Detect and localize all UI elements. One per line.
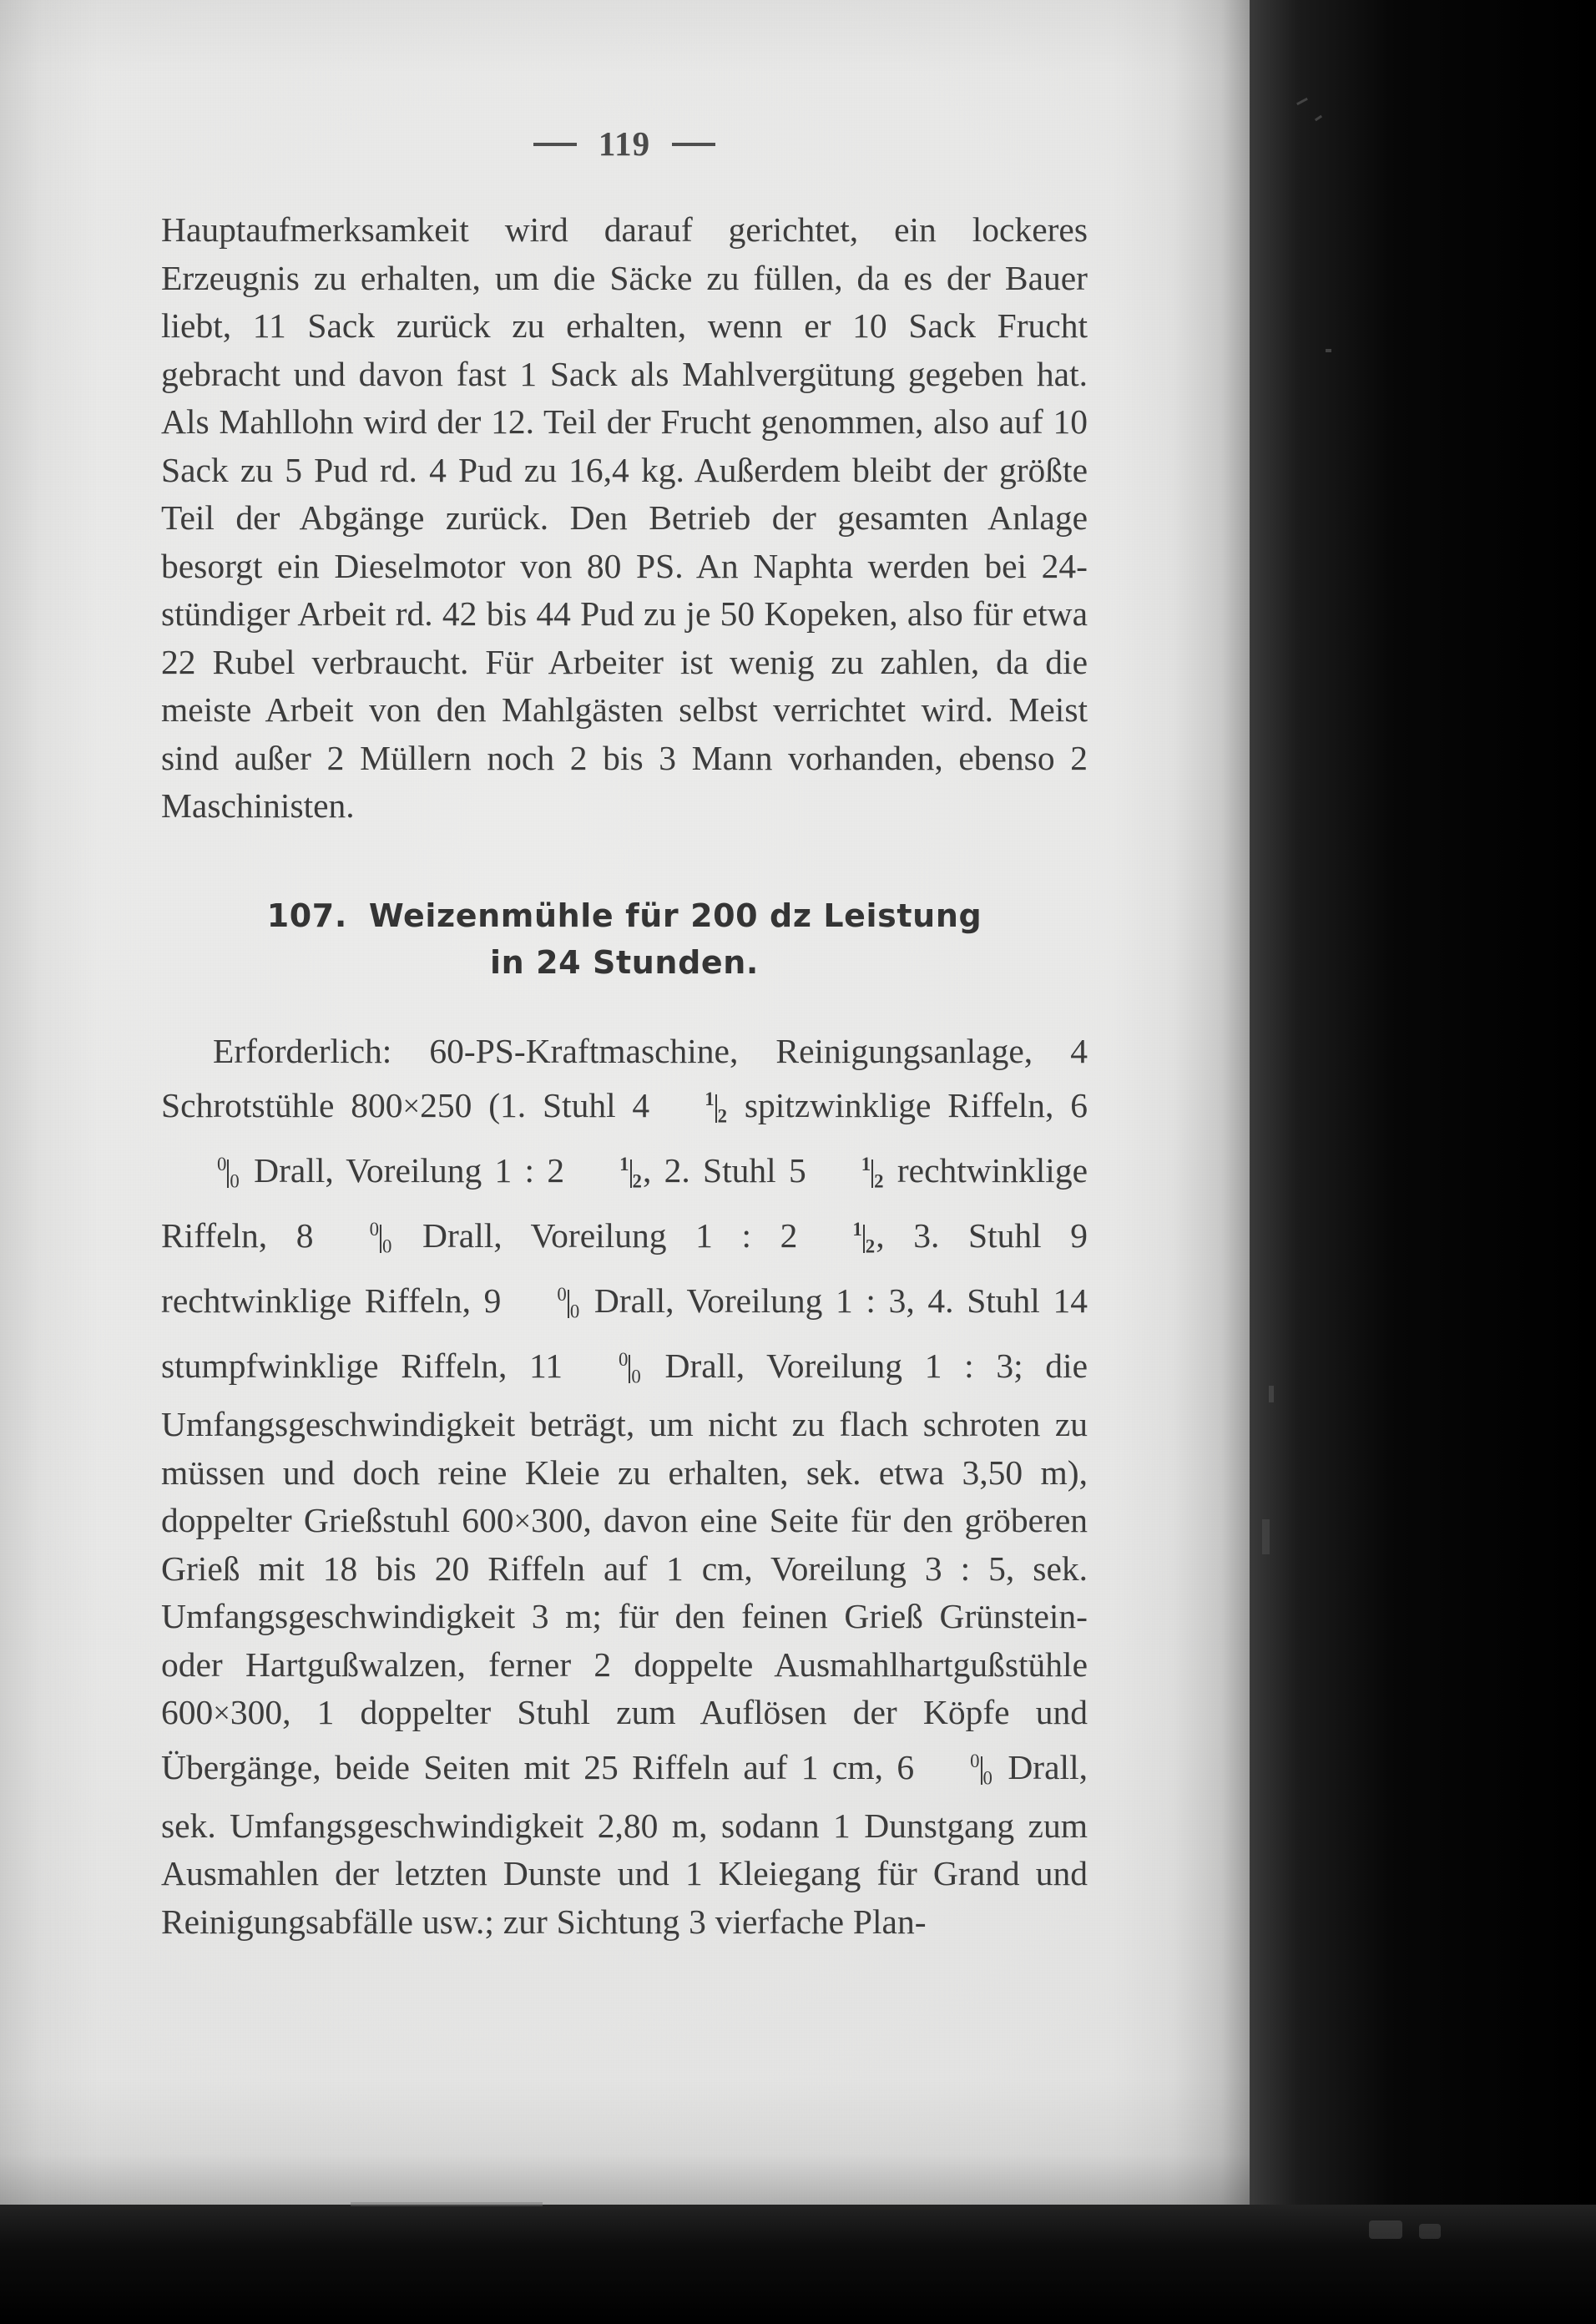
percent-numerator: 0 [557, 1284, 567, 1306]
percent-denominator: 0 [569, 1301, 580, 1322]
req-segment-5: , 2. Stuhl 5 [642, 1151, 806, 1190]
fraction-denominator: 2 [874, 1170, 884, 1192]
fraction-one-half-2 [568, 1140, 642, 1205]
fraction-one-half-1 [653, 1075, 727, 1140]
req-segment-3: spitzwinklige Riffeln, 6 [728, 1086, 1088, 1125]
fraction-numerator: 1 [705, 1089, 715, 1109]
percent-sign-4 [567, 1336, 641, 1401]
req-segment-12: , 1 doppelter Stuhl zum Auflösen der Köpfe und Übergänge, beide Seiten mit 25 Riffeln auf 1 cm, 6 [161, 1693, 1088, 1786]
multiplication-sign-1: × [402, 1089, 421, 1124]
percent-denominator: 0 [631, 1366, 641, 1387]
percent-denominator: 0 [381, 1235, 392, 1257]
body-paragraph-requirements [161, 1028, 1088, 1947]
folio-dash-right [672, 143, 715, 146]
fraction-numerator: 1 [861, 1154, 871, 1175]
fraction-numerator: 1 [852, 1219, 862, 1240]
req-segment-7: Drall, Voreilung 1 : 2 [393, 1216, 798, 1255]
req-segment-6: rechtwinklige Riffeln, 8 [161, 1151, 1088, 1255]
req-dimension-1: 250 [420, 1086, 472, 1125]
percent-sign-5 [918, 1737, 992, 1802]
fraction-denominator: 2 [865, 1235, 876, 1257]
fraction-one-half-3 [810, 1140, 884, 1205]
folio-dash-left [533, 143, 577, 146]
multiplication-sign-2: × [513, 1503, 532, 1538]
percent-denominator: 0 [230, 1170, 240, 1192]
percent-bar [568, 1290, 569, 1318]
fraction-denominator: 2 [632, 1170, 642, 1192]
fraction-bar [863, 1225, 865, 1253]
page-content [161, 0, 1088, 1946]
req-dimension-3: 300 [230, 1693, 283, 1732]
multiplication-sign-3: × [213, 1695, 230, 1730]
req-segment-13: Drall, sek. Umfangsgeschwindigkeit 2,80 m, sodann 1 Dunstgang zum Ausmahlen der letzten Dunste und 1 Kleiegang für Grand und Reinigungsabfälle usw.; zur Sichtung 3 vierfache Plan- [161, 1747, 1088, 1941]
section-title: Weizenmühle für 200 dz Leistung [368, 897, 982, 934]
req-segment-1: Erforderlich: 60-PS-Kraftmaschine, Reinigungsanlage, 4 Schrotstühle 800 [161, 1031, 1088, 1125]
percent-sign-3 [505, 1271, 579, 1336]
fraction-numerator: 1 [619, 1154, 629, 1175]
folio-number: 119 [598, 124, 651, 163]
percent-bar [981, 1756, 982, 1785]
scan-border-right [1250, 0, 1596, 2324]
req-segment-10: Drall, Voreilung 1 : 3; die Umfangsgeschwindigkeit beträgt, um nicht zu flach schroten zu müssen und doch reine Kleie zu erhalten, sek. etwa 3,50 m), doppelter Grießstuhl 600 [161, 1346, 1088, 1540]
percent-numerator: 0 [970, 1750, 980, 1771]
fraction-bar [630, 1159, 632, 1188]
percent-numerator: 0 [369, 1219, 379, 1240]
percent-bar [380, 1225, 381, 1253]
scan-border-bottom [0, 2205, 1596, 2324]
percent-numerator: 0 [217, 1154, 227, 1175]
percent-numerator: 0 [619, 1349, 629, 1371]
percent-sign-1 [165, 1140, 240, 1205]
fraction-bar [871, 1159, 873, 1188]
req-segment-9: Drall, Voreilung 1 : 3, 4. Stuhl 14 stumpfwinklige Riffeln, 11 [161, 1281, 1088, 1386]
page-folio [161, 124, 1088, 164]
req-dimension-2: 300 [531, 1501, 583, 1540]
req-segment-8: , 3. Stuhl 9 rechtwinklige Riffeln, 9 [161, 1216, 1088, 1321]
body-paragraph-intro: Hauptaufmerksamkeit wird darauf gerichtet, ein lockeres Erzeugnis zu erhalten, um die Säcke zu füllen, da es der Bauer liebt, 11 Sack zurück zu erhalten, wenn er 10 Sack Frucht gebracht und davon fast 1 Sack als Mahlvergütung gegeben hat. Als Mahllohn wird der 12. Teil der Frucht genommen, also auf 10 Sack zu 5 Pud rd. 4 Pud zu 16,4 kg. Außerdem bleibt der größte Teil der Abgänge zurück. Den Betrieb der gesamten Anlage besorgt ein Dieselmotor von 80 PS. An Naphta werden bei 24-stündiger Arbeit rd. 42 bis 44 Pud zu je 50 Kopeken, also für etwa 22 Rubel verbraucht. Für Arbeiter ist wenig zu zahlen, da die meiste Arbeit von den Mahlgästen selbst verrichtet wird. Meist sind außer 2 Müllern noch 2 bis 3 Mann vorhanden, ebenso 2 Maschinisten. [161, 210, 1088, 825]
req-segment-11: , davon eine Seite für den gröberen Grieß mit 18 bis 20 Riffeln auf 1 cm, Voreilung 3 : 5, sek. Umfangsgeschwindigkeit 3 m; für den feinen Grieß Grünstein- oder Hartgußwalzen, ferner 2 doppelte Ausmahlhartgußstühle 600 [161, 1501, 1088, 1732]
fraction-bar [715, 1094, 717, 1123]
section-heading-block [161, 892, 1088, 986]
percent-sign-2 [318, 1205, 392, 1271]
section-heading-line-2: in 24 Stunden. [490, 943, 759, 981]
fraction-denominator: 2 [717, 1105, 727, 1127]
fraction-one-half-4 [801, 1205, 875, 1271]
percent-denominator: 0 [982, 1767, 992, 1789]
req-segment-4: Drall, Voreilung 1 : 2 [240, 1151, 565, 1190]
section-heading-line-1 [161, 892, 1088, 939]
section-number: 107. [266, 897, 347, 934]
req-segment-2: (1. Stuhl 4 [472, 1086, 650, 1125]
